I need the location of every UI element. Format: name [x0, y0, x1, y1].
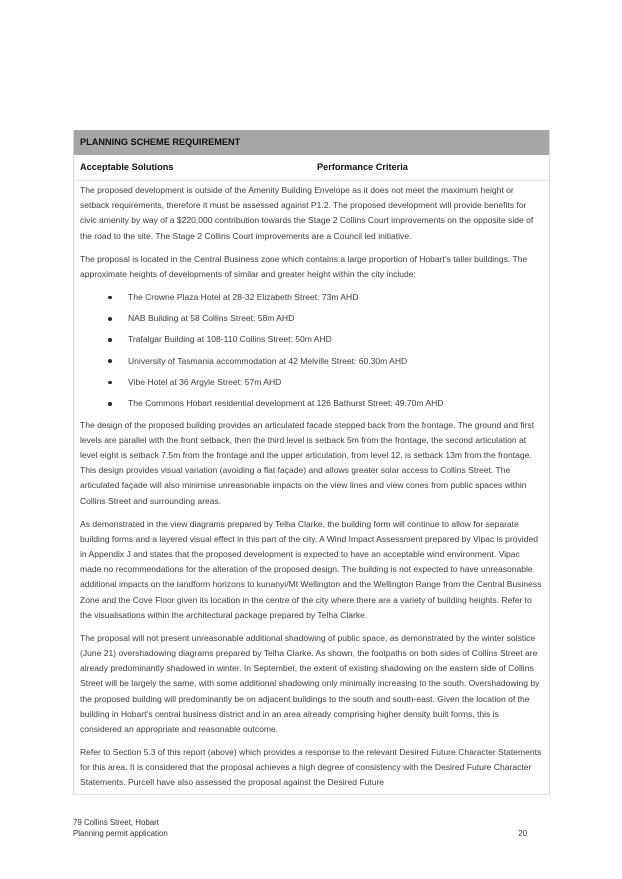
- footer-address: 79 Collins Street, Hobart: [73, 818, 159, 827]
- list-item-text: The Crowne Plaza Hotel at 28-32 Elizabeth Street: 73m AHD: [128, 291, 359, 302]
- bullet-icon: [108, 338, 112, 342]
- list-item-text: NAB Building at 58 Collins Street: 58m AHD: [128, 313, 295, 324]
- bullet-icon: [108, 296, 112, 300]
- paragraph-facade-design: The design of the proposed building provides an articulated facade stepped back from the frontage. The ground and first levels are parallel with the front setback, then the third level is setback 5m from the frontage, the second articulation at level eight is setback 7.5m from the frontage and the upper articulation, from level 12, is setback 13m from the frontage. This design provides visual variation (avoiding a flat façade) and allows greater solar access to Collins Street. The articulated façade will also minimise unreasonable impacts on the view lines and view cones from public spaces within Collins Street and surrounding areas.: [80, 419, 535, 506]
- list-item-text: Trafalgar Building at 108-110 Collins Street: 50m AHD: [128, 334, 332, 345]
- table-body: [74, 181, 549, 794]
- bullet-icon: [108, 381, 112, 385]
- bullet-icon: [108, 317, 112, 321]
- building-heights-list: [80, 290, 543, 412]
- list-item-text: The Commons Hobart residential development at 126 Bathurst Street: 49.70m AHD: [128, 398, 444, 409]
- list-item: [80, 396, 543, 411]
- list-item: [80, 311, 543, 326]
- acceptable-solutions-heading: Acceptable Solutions: [80, 162, 174, 172]
- table-header: PLANNING SCHEME REQUIREMENT: [74, 130, 549, 155]
- list-item: [80, 332, 543, 347]
- list-item-text: Vibe Hotel at 36 Argyle Street: 57m AHD: [128, 377, 282, 387]
- paragraph-overshadowing: The proposal will not present unreasonable additional shadowing of public space, as demonstrated by the winter solstice (June 21) overshadowing diagrams prepared by Telha Clarke. As shown, the footpaths on both sides of Collins Street are already predominantly shadowed in winter. In September, the extent of existing shadowing on the eastern side of Collins Street will be largely the same, with some additional shadowing only minimally increasing to the south. Overshadowing by the proposed building will predominantly be on adjacent buildings to the south and south-east. Given the location of the building in Hobart’s central business district and in an area already comprising higher density built forms, this is considered an appropriate and reasonable outcome.: [80, 632, 540, 735]
- paragraph-desired-future-character: Refer to Section 5.3 of this report (above) which provides a response to the relevant Desired Future Character Statements for this area. It is considered that the proposal achieves a high degree of consistency with the Desired Future Character Statements. Purcell have also assessed the proposal against the Desired Future: [80, 747, 542, 788]
- list-item: [80, 290, 543, 305]
- list-item: [80, 354, 543, 369]
- footer-document-title: Planning permit application: [73, 829, 168, 839]
- list-item: [80, 375, 543, 390]
- list-item-text: University of Tasmania accommodation at 42 Melville Street: 60.30m AHD: [128, 355, 408, 366]
- planning-scheme-table: [73, 130, 550, 795]
- page-number: 20: [518, 829, 527, 839]
- paragraph-amenity-envelope: The proposed development is outside of the Amenity Building Envelope as it does not meet the maximum height or setback requirements, therefore it must be assessed against P1.2. The proposed development will provide benefits for civic amenity by way of a $220,000 contribution towards the Stage 2 Collins Court improvements on the opposite side of the road to the site. The Stage 2 Collins Court improvements are a Council led initiative.: [80, 185, 534, 241]
- column-headers: [74, 155, 549, 181]
- page-footer: [73, 817, 548, 840]
- paragraph-view-diagrams: As demonstrated in the view diagrams prepared by Telha Clarke, the building form will continue to allow for separate building forms and a layered visual effect in this part of the city. A Wind Impact Assessment prepared by Vipac is provided in Appendix J and states that the proposed development is expected to have an acceptable wind environment. Vipac made no recommendations for the alteration of the proposed design. The building is not expected to have unreasonable additional impacts on the landform horizons to kunanyi/Mt Wellington and the Wellington Range from the Central Business Zone and the Cove Floor given its location in the centre of the city where there are a variety of building heights. Refer to the visualisations within the architectural package prepared by Telha Clarke.: [80, 518, 542, 620]
- bullet-icon: [108, 402, 112, 406]
- performance-criteria-heading: Performance Criteria: [317, 162, 408, 172]
- bullet-icon: [108, 359, 112, 363]
- paragraph-cbd-heights: The proposal is located in the Central Business zone which contains a large proportion of Hobart’s taller buildings. The approximate heights of developments of similar and greater height within the city include:: [80, 253, 528, 279]
